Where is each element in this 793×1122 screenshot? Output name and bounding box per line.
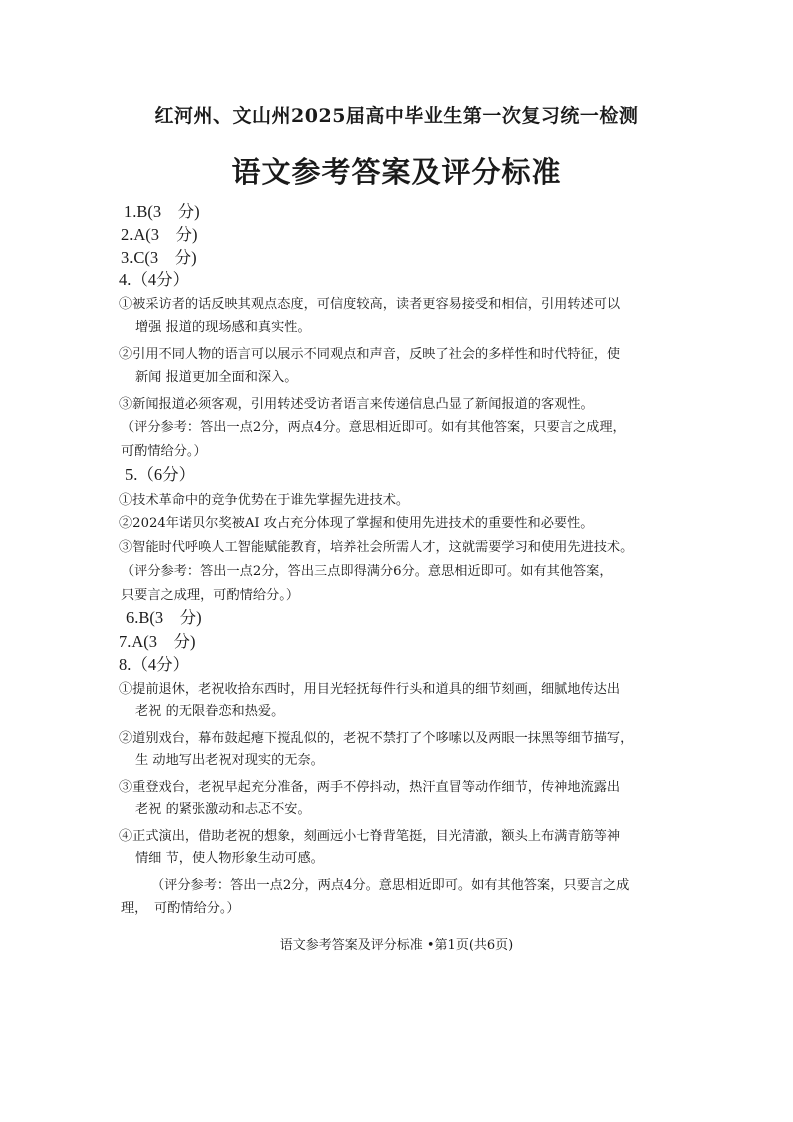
question-5-heading: 5.（6分） (125, 465, 196, 484)
answer-3: 3.C(3 分) (121, 248, 197, 267)
q4-point-3: ③新闻报道必须客观，引用转述受访者语言来传递信息凸显了新闻报道的客观性。 (119, 397, 594, 412)
q5-point-3: ③智能时代呼唤人工智能赋能教育，培养社会所需人才，这就需要学习和使用先进技术。 (119, 540, 634, 555)
q4-point-2-line-2: 新闻 报道更加全面和深入。 (135, 370, 298, 385)
q8-point-4-line-1: ④正式演出，借助老祝的想象，刻画远小七脊背笔挺，目光清澈，额头上布满青筋等神 (119, 829, 621, 844)
q8-point-3-line-1: ③重登戏台，老祝早起充分准备，两手不停抖动，热汗直冒等动作细节，传神地流露出 (119, 780, 621, 795)
q8-scoring-note-line-1: （评分参考：答出一点2分，两点4分。意思相近即可。如有其他答案，只要言之成 (151, 878, 630, 893)
q8-point-1-line-1: ①提前退休，老祝收拾东西时，用目光轻抚每件行头和道具的细节刻画，细腻地传达出 (119, 682, 621, 697)
q4-point-1-line-1: ①被采访者的话反映其观点态度，可信度较高，读者更容易接受和相信，引用转述可以 (119, 297, 621, 312)
q5-point-1: ①技术革命中的竞争优势在于谁先掌握先进技术。 (119, 493, 410, 508)
answer-7: 7.A(3 分) (119, 632, 196, 651)
q8-point-1-line-2: 老祝 的无限眷恋和热爱。 (135, 704, 285, 719)
answer-1: 1.B(3 分) (124, 202, 200, 221)
page-title: 语文参考答案及评分标准 (231, 155, 562, 189)
exam-header: 红河州、文山州2025届高中毕业生第一次复习统一检测 (154, 105, 639, 127)
q4-point-2-line-1: ②引用不同人物的语言可以展示不同观点和声音，反映了社会的多样性和时代特征，使 (119, 347, 621, 362)
q4-scoring-note-line-1: （评分参考：答出一点2分，两点4分。意思相近即可。如有其他答案，只要言之成理， (121, 420, 626, 435)
answer-2: 2.A(3 分) (121, 225, 198, 244)
q8-point-3-line-2: 老祝 的紧张激动和忐忑不安。 (135, 802, 311, 817)
q5-scoring-note-line-2: 只要言之成理，可酌情给分。） (121, 588, 300, 603)
answer-6: 6.B(3 分) (126, 608, 202, 627)
q4-scoring-note-line-2: 可酌情给分。） (121, 444, 207, 459)
question-4-heading: 4.（4分） (119, 270, 190, 289)
q8-point-4-line-2: 情细 节，使人物形象生动可感。 (135, 851, 324, 866)
q5-scoring-note-line-1: （评分参考：答出一点2分，答出三点即得满分6分。意思相近即可。如有其他答案， (121, 564, 613, 579)
q5-point-2: ②2024年诺贝尔奖被AI 攻占充分体现了掌握和使用先进技术的重要性和必要性。 (119, 516, 594, 531)
q4-point-1-line-2: 增强 报道的现场感和真实性。 (135, 320, 311, 335)
q8-point-2-line-1: ②道别戏台，幕布鼓起瘪下搅乱似的，老祝不禁打了个哆嗦以及两眼一抹黑等细节描写， (119, 731, 634, 746)
page-footer: 语文参考答案及评分标准 •第1页(共6页) (279, 938, 514, 953)
question-8-heading: 8.（4分） (119, 655, 190, 674)
q8-scoring-note-line-2: 理， 可酌情给分。） (121, 901, 240, 916)
q8-point-2-line-2: 生 动地写出老祝对现实的无奈。 (135, 753, 324, 768)
